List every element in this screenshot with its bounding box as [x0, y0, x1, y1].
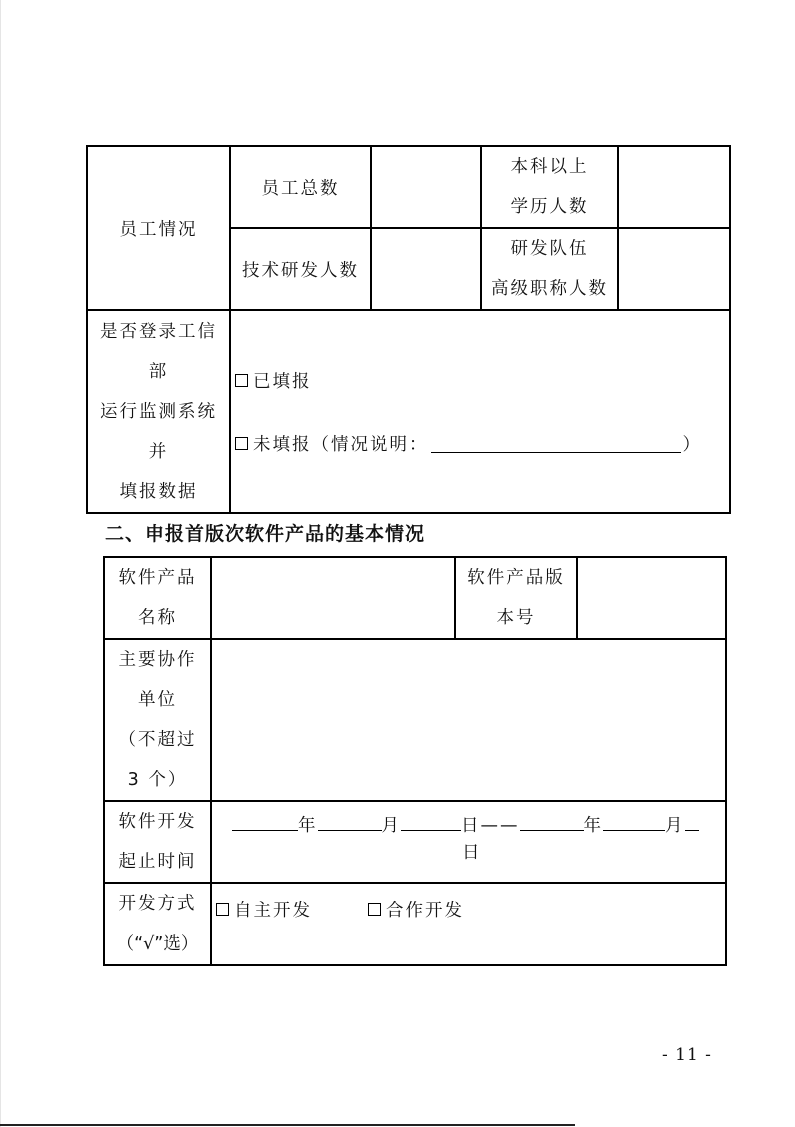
bachelor-value-cell[interactable]: [618, 146, 730, 228]
bottom-rule: [0, 1124, 575, 1126]
bachelor-label-line1: 本科以上: [510, 157, 589, 177]
end-month-blank[interactable]: [603, 814, 665, 831]
page-edge: [0, 0, 1, 1127]
senior-value-cell[interactable]: [618, 228, 730, 310]
end-day-blank[interactable]: [685, 814, 699, 831]
method-label-cell: [104, 883, 211, 965]
version-label-cell: [455, 557, 577, 639]
option-coop-label: 合作开发: [386, 900, 464, 921]
name-label-line1: 软件产品: [118, 568, 197, 588]
option-filled[interactable]: [235, 368, 729, 393]
partner-label-cell: [104, 639, 211, 801]
option-unfilled-label: 未填报（情况说明：: [253, 434, 429, 455]
dev-time-label-line1: 软件开发: [118, 812, 197, 832]
option-self[interactable]: [216, 897, 312, 922]
end-month-label: 月: [665, 816, 685, 836]
partner-value-cell[interactable]: [211, 639, 726, 801]
total-value-cell[interactable]: [371, 146, 481, 228]
option-coop[interactable]: [368, 897, 464, 922]
software-table: [103, 556, 727, 966]
senior-label-cell: [481, 228, 618, 310]
start-year-blank[interactable]: [232, 814, 298, 831]
checkbox-unfilled[interactable]: [235, 437, 248, 450]
system-label-line: 填报数据: [119, 481, 198, 502]
partner-label-line: （不超过: [118, 730, 197, 750]
system-label-line: 并: [148, 441, 169, 462]
start-day-label: 日: [461, 816, 481, 836]
total-label: 员工总数: [261, 178, 340, 199]
rd-label: 技术研发人数: [242, 260, 359, 281]
method-options-cell: [211, 883, 726, 965]
method-label-line2: （“√”选）: [116, 934, 199, 954]
total-label-cell: [230, 146, 371, 228]
checkbox-self[interactable]: [216, 903, 229, 916]
partner-label-line: 单位: [138, 690, 177, 710]
start-day-blank[interactable]: [401, 814, 461, 831]
name-value-cell[interactable]: [211, 557, 455, 639]
name-label-line2: 名称: [138, 608, 177, 628]
option-filled-label: 已填报: [253, 371, 312, 392]
employee-label-cell: [87, 146, 230, 310]
system-label-line: 运行监测系统: [100, 401, 217, 422]
rd-label-cell: [230, 228, 371, 310]
end-day-label: 日: [462, 843, 482, 863]
system-label-line: 部: [148, 361, 169, 382]
start-month-label: 月: [381, 816, 401, 836]
method-label-line1: 开发方式: [118, 894, 197, 914]
explanation-blank[interactable]: [431, 434, 681, 453]
version-label-line1: 软件产品版: [467, 568, 565, 588]
page-number: - 11 -: [662, 1045, 712, 1065]
end-year-label: 年: [583, 816, 603, 836]
option-unfilled-close: ）: [682, 434, 702, 455]
system-options-cell: [230, 310, 730, 513]
rd-value-cell[interactable]: [371, 228, 481, 310]
date-dash: ——: [480, 816, 520, 836]
employee-label: 员工情况: [119, 219, 198, 240]
checkbox-coop[interactable]: [368, 903, 381, 916]
start-year-label: 年: [298, 816, 318, 836]
dev-time-value-cell: [211, 801, 726, 883]
name-label-cell: [104, 557, 211, 639]
system-label-cell: [87, 310, 230, 513]
option-unfilled[interactable]: [235, 431, 729, 456]
bachelor-label-cell: [481, 146, 618, 228]
dev-time-label-cell: [104, 801, 211, 883]
checkbox-filled[interactable]: [235, 374, 248, 387]
end-year-blank[interactable]: [520, 814, 584, 831]
option-self-label: 自主开发: [234, 900, 312, 921]
section-title: 二、申报首版次软件产品的基本情况: [105, 523, 426, 545]
start-month-blank[interactable]: [318, 814, 382, 831]
version-label-line2: 本号: [496, 608, 536, 628]
employee-table: [86, 145, 731, 514]
version-value-cell[interactable]: [577, 557, 726, 639]
partner-label-line: 主要协作: [118, 650, 197, 670]
partner-label-line: 3 个）: [127, 770, 188, 790]
dev-time-label-line2: 起止时间: [118, 852, 197, 872]
senior-label-line1: 研发队伍: [510, 239, 589, 259]
system-label-line: 是否登录工信: [100, 321, 217, 342]
bachelor-label-line2: 学历人数: [510, 197, 589, 217]
senior-label-line2: 高级职称人数: [491, 279, 608, 299]
